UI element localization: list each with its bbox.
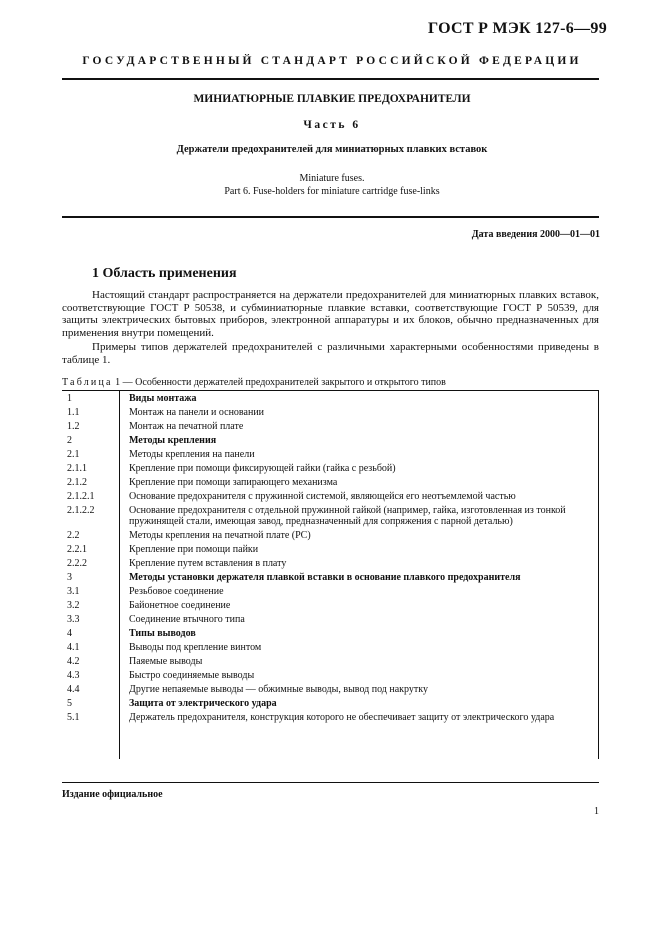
table-caption [62, 377, 446, 388]
table-row [62, 392, 599, 406]
row-code: 4.3 [67, 670, 80, 681]
scope-paragraph-1: Настоящий стандарт распространяется на держатели предохранителей для миниатюрных плавких вставок, соответствующие ГОСТ Р 50538, и субминиатюрные плавкие вставки, соответствующие ГОСТ Р 50539, для защиты электрических бытовых приборов, электронной аппаратуры и их блоков, обычно предназначенных для применения внутри помещений. [62, 289, 599, 339]
row-text: Методы крепления [129, 435, 217, 446]
middle-rule [62, 216, 599, 218]
table-top-border [62, 390, 599, 391]
table-row [62, 406, 599, 420]
table-row [62, 448, 599, 462]
page-number: 1 [594, 806, 599, 817]
row-text: Виды монтажа [129, 393, 197, 404]
row-text: Крепление при помощи фиксирующей гайки (гайка с резьбой) [129, 463, 396, 474]
row-text: Быстро соединяемые выводы [129, 670, 255, 681]
table-caption-text: 1 — Особенности держателей предохранителей закрытого и открытого типов [115, 377, 446, 388]
top-rule [62, 78, 599, 80]
row-text: Основание предохранителя с пружинной системой, являющейся его неотъемлемой частью [129, 491, 516, 502]
row-text: Выводы под крепление винтом [129, 642, 262, 653]
table-row [62, 571, 599, 585]
row-code: 4.2 [67, 656, 80, 667]
row-code: 2.2.1 [67, 544, 87, 555]
row-code: 2.1.1 [67, 463, 87, 474]
row-text: Монтаж на печатной плате [129, 421, 244, 432]
row-text: Другие непаяемые выводы — обжимные выводы, вывод под накрутку [129, 684, 428, 695]
row-code: 3.2 [67, 600, 80, 611]
row-text: Защита от электрического удара [129, 698, 277, 709]
table-row [62, 557, 599, 571]
row-code: 4.1 [67, 642, 80, 653]
table-row [62, 529, 599, 543]
table-row [62, 543, 599, 557]
row-text: Паяемые выводы [129, 656, 203, 667]
row-text: Резьбовое соединение [129, 586, 224, 597]
table-row [62, 476, 599, 490]
table-row [62, 599, 599, 613]
row-text: Монтаж на панели и основании [129, 407, 265, 418]
row-text: Методы крепления на панели [129, 449, 255, 460]
introduction-date: Дата введения 2000—01—01 [471, 229, 600, 240]
row-code: 2.1.2 [67, 477, 87, 488]
document-title: МИНИАТЮРНЫЕ ПЛАВКИЕ ПРЕДОХРАНИТЕЛИ [193, 93, 471, 105]
row-code: 4 [67, 628, 72, 639]
table-row [62, 627, 599, 641]
row-text: Методы установки держателя плавкой вставки в основание плавкого предохранителя [129, 572, 521, 583]
section-heading: 1 Область применения [92, 266, 237, 281]
row-text: Байонетное соединение [129, 600, 231, 611]
table-row [62, 683, 599, 697]
table-row [62, 613, 599, 627]
row-code: 2.1.2.2 [67, 505, 95, 516]
table-row [62, 490, 599, 504]
row-text: Держатель предохранителя, конструкция которого не обеспечивает защиту от электрического удара [129, 712, 555, 723]
table-caption-label: Таблица [62, 377, 113, 388]
row-text: Крепление при помощи пайки [129, 544, 259, 555]
row-code: 1.1 [67, 407, 80, 418]
table-row [62, 585, 599, 599]
row-code: 3.1 [67, 586, 80, 597]
table-row [62, 669, 599, 683]
row-code: 3 [67, 572, 72, 583]
row-text: Крепление путем вставления в плату [129, 558, 287, 569]
row-code: 3.3 [67, 614, 80, 625]
table-row [62, 641, 599, 655]
table-row [62, 462, 599, 476]
state-standard-heading: ГОСУДАРСТВЕННЫЙ СТАНДАРТ РОССИЙСКОЙ ФЕДЕРАЦИИ [82, 55, 582, 67]
table-row [62, 420, 599, 434]
row-code: 4.4 [67, 684, 80, 695]
row-code: 1.2 [67, 421, 80, 432]
row-code: 1 [67, 393, 72, 404]
english-title-line-1: Miniature fuses. [299, 173, 365, 184]
row-code: 2.2 [67, 530, 80, 541]
table-row [62, 434, 599, 448]
table-row [62, 504, 599, 529]
table-row [62, 711, 599, 725]
document-code: ГОСТ Р МЭК 127-6—99 [427, 20, 607, 37]
row-code: 2 [67, 435, 72, 446]
row-code: 5.1 [67, 712, 80, 723]
row-text: Соединение втычного типа [129, 614, 245, 625]
row-text: Основание предохранителя с отдельной пружинной гайкой (например, гайка, изготовленная из тонкой пружинящей стали, имеющая завод, предназначенный для сопряжения с парной деталью) [129, 505, 566, 527]
official-edition-label: Издание официальное [62, 789, 163, 800]
row-text: Крепление при помощи запирающего механизма [129, 477, 338, 488]
row-code: 2.1.2.1 [67, 491, 95, 502]
row-text: Методы крепления на печатной плате (PC) [129, 530, 311, 541]
scope-paragraph-2: Примеры типов держателей предохранителей с различными характерными особенностями приведены в таблице 1. [62, 341, 599, 366]
part-label: Часть 6 [303, 119, 361, 131]
english-title-line-2: Part 6. Fuse-holders for miniature cartridge fuse-links [224, 186, 440, 197]
document-subtitle: Держатели предохранителей для миниатюрных плавких вставок [176, 144, 488, 155]
row-code: 2.1 [67, 449, 80, 460]
table-row [62, 697, 599, 711]
table-row [62, 655, 599, 669]
features-table [62, 392, 599, 725]
row-code: 5 [67, 698, 72, 709]
footer-rule [62, 782, 599, 783]
row-code: 2.2.2 [67, 558, 87, 569]
row-text: Типы выводов [129, 628, 196, 639]
